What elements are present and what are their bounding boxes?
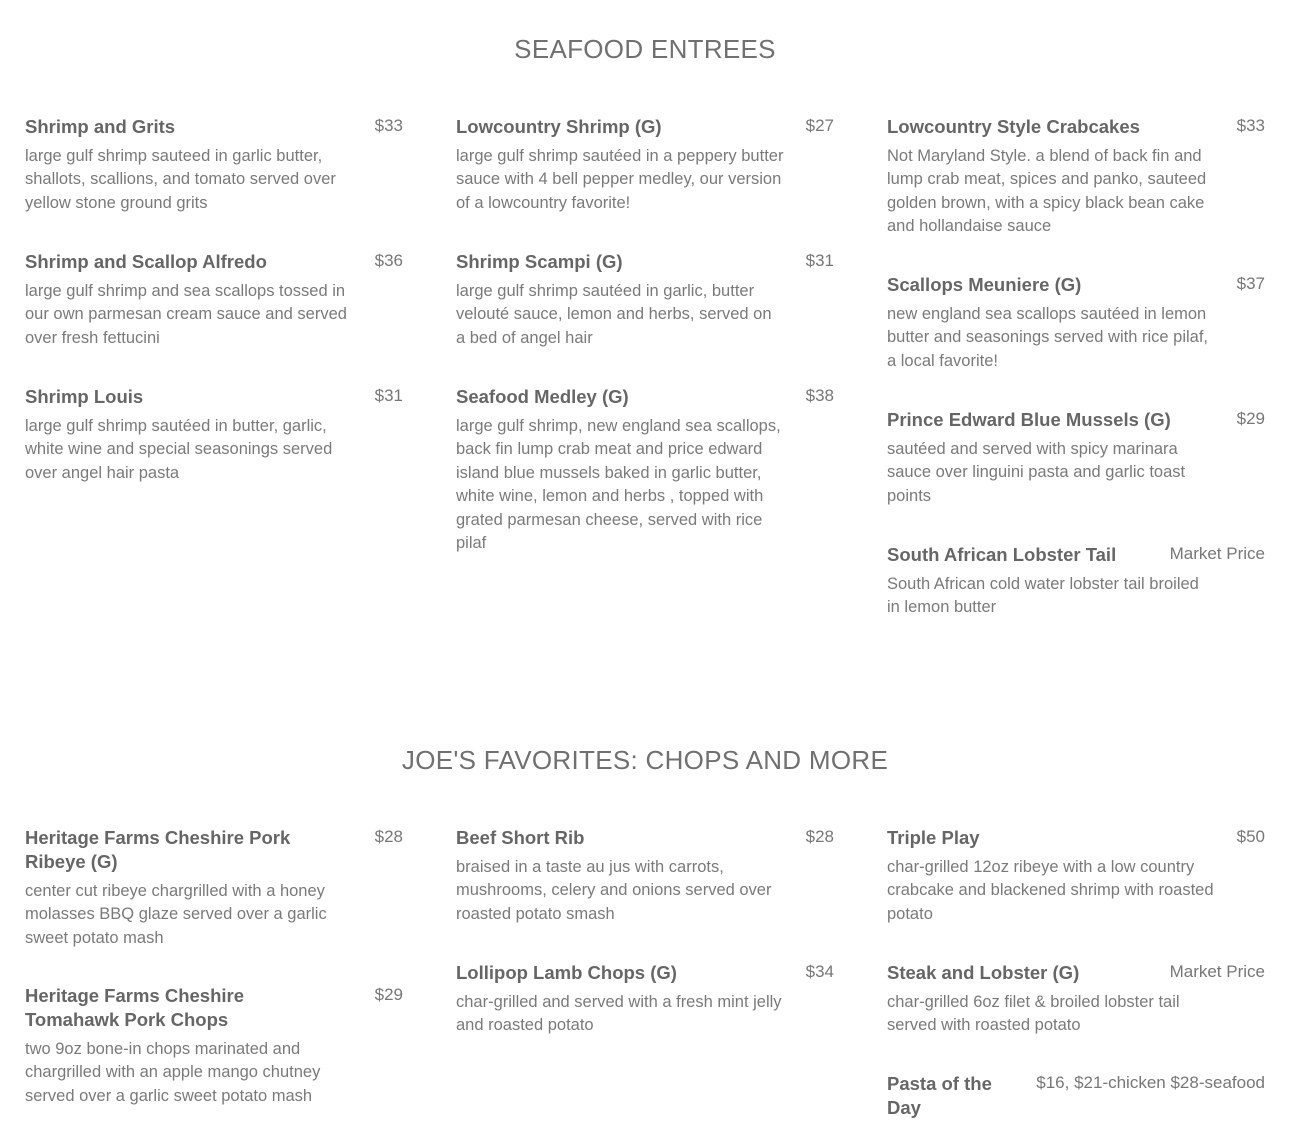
menu-item	[887, 543, 1265, 620]
menu-item-price: $16, $21-chicken $28-seafood	[1036, 1073, 1265, 1092]
section-title-seafood-entrees: SEAFOOD ENTREES	[514, 34, 776, 64]
menu-item-name: Shrimp and Scallop Alfredo	[25, 251, 267, 272]
menu-item	[25, 826, 403, 950]
menu-item-description: large gulf shrimp, new england sea scallops, back fin lump crab meat and price edward island blue mussels baked in garlic butter, white wine, lemon and herbs , topped with grated parmesan cheese, served with rice pilaf	[456, 417, 781, 553]
menu-item-price: $28	[374, 827, 403, 846]
menu-item-name: Pasta of the Day	[887, 1073, 992, 1118]
menu-item-description: char-grilled 6oz filet & broiled lobster tail served with roasted potato	[887, 993, 1180, 1035]
menu-item-description: braised in a taste au jus with carrots, mushrooms, celery and onions served over roasted potato smash	[456, 858, 772, 923]
menu-item	[887, 115, 1265, 239]
menu-item-price: Market Price	[1169, 962, 1265, 981]
menu-item-description: sautéed and served with spicy marinara sauce over linguini pasta and garlic toast points	[887, 440, 1186, 505]
menu-item-description: large gulf shrimp sautéed in garlic, butter velouté sauce, lemon and herbs, served on a bed of angel hair	[456, 282, 772, 347]
menu-item-price: $33	[374, 116, 403, 135]
menu-item	[456, 385, 834, 555]
section-title-joes-favorites: JOE'S FAVORITES: CHOPS AND MORE	[401, 745, 889, 775]
menu-item-name: Lowcountry Style Crabcakes	[887, 116, 1140, 137]
menu-item-name: Beef Short Rib	[456, 827, 585, 848]
menu-item-description: Not Maryland Style. a blend of back fin and lump crab meat, spices and panko, sauteed golden brown, with a spicy black bean cake and hollandaise sauce	[887, 147, 1207, 236]
menu-item	[25, 250, 403, 350]
menu-item-price: $31	[374, 386, 403, 405]
menu-item-description: large gulf shrimp and sea scallops tossed in our own parmesan cream sauce and served over fresh fettucini	[25, 282, 347, 347]
menu-item-name: Triple Play	[887, 827, 980, 848]
menu-item-name: Shrimp Scampi (G)	[456, 251, 623, 272]
menu-item-price: $27	[805, 116, 834, 135]
menu-item	[25, 115, 403, 215]
menu-item	[25, 385, 403, 485]
menu-item-description: South African cold water lobster tail broiled in lemon butter	[887, 575, 1199, 617]
menu-item-name: Heritage Farms Cheshire Pork Ribeye (G)	[25, 827, 291, 872]
menu-item-description: char-grilled and served with a fresh mint jelly and roasted potato	[456, 993, 782, 1035]
menu-item	[887, 1072, 1265, 1120]
menu-item-name: South African Lobster Tail	[887, 544, 1117, 565]
menu-item-description: two 9oz bone-in chops marinated and chargrilled with an apple mango chutney served over a garlic sweet potato mash	[25, 1040, 321, 1105]
menu-item-price: $38	[805, 386, 834, 405]
menu-item-price: $36	[374, 251, 403, 270]
menu-item-price: $29	[1236, 409, 1265, 428]
menu-item-description: large gulf shrimp sautéed in butter, garlic, white wine and special seasonings served over angel hair pasta	[25, 417, 333, 482]
menu-item-price: $50	[1236, 827, 1265, 846]
menu-item-description: new england sea scallops sautéed in lemon butter and seasonings served with rice pilaf, a local favorite!	[887, 305, 1209, 370]
menu-item-description: char-grilled 12oz ribeye with a low country crabcake and blackened shrimp with roasted potato	[887, 858, 1214, 923]
menu-item-description: large gulf shrimp sauteed in garlic butter, shallots, scallions, and tomato served over yellow stone ground grits	[25, 147, 336, 212]
menu-item-description: center cut ribeye chargrilled with a honey molasses BBQ glaze served over a garlic sweet potato mash	[25, 882, 327, 947]
menu-item	[25, 984, 403, 1108]
menu-item-price: $31	[805, 251, 834, 270]
menu-item-name: Scallops Meuniere (G)	[887, 274, 1082, 295]
menu-item-price: $28	[805, 827, 834, 846]
menu-item-price: $29	[374, 985, 403, 1004]
menu-item	[887, 273, 1265, 373]
menu-item-price: $34	[805, 962, 834, 981]
menu-item-price: Market Price	[1169, 544, 1265, 563]
menu-item-name: Lowcountry Shrimp (G)	[456, 116, 662, 137]
menu-item	[887, 961, 1265, 1038]
menu-item	[887, 408, 1265, 508]
menu-item	[456, 250, 834, 350]
menu-item-name: Heritage Farms Cheshire Tomahawk Pork Chops	[25, 985, 245, 1030]
menu-item-description: large gulf shrimp sautéed in a peppery butter sauce with 4 bell pepper medley, our version of a lowcountry favorite!	[456, 147, 784, 212]
menu-item-price: $37	[1236, 274, 1265, 293]
menu-item-price: $33	[1236, 116, 1265, 135]
menu-item-name: Prince Edward Blue Mussels (G)	[887, 409, 1171, 430]
menu-item	[456, 826, 834, 926]
menu-item-name: Seafood Medley (G)	[456, 386, 629, 407]
menu-item	[887, 826, 1265, 926]
menu-item-name: Lollipop Lamb Chops (G)	[456, 962, 677, 983]
menu-item-name: Shrimp and Grits	[25, 116, 176, 137]
menu-item-name: Steak and Lobster (G)	[887, 962, 1080, 983]
menu-item	[456, 115, 834, 215]
menu-item	[456, 961, 834, 1038]
menu-item-name: Shrimp Louis	[25, 386, 144, 407]
